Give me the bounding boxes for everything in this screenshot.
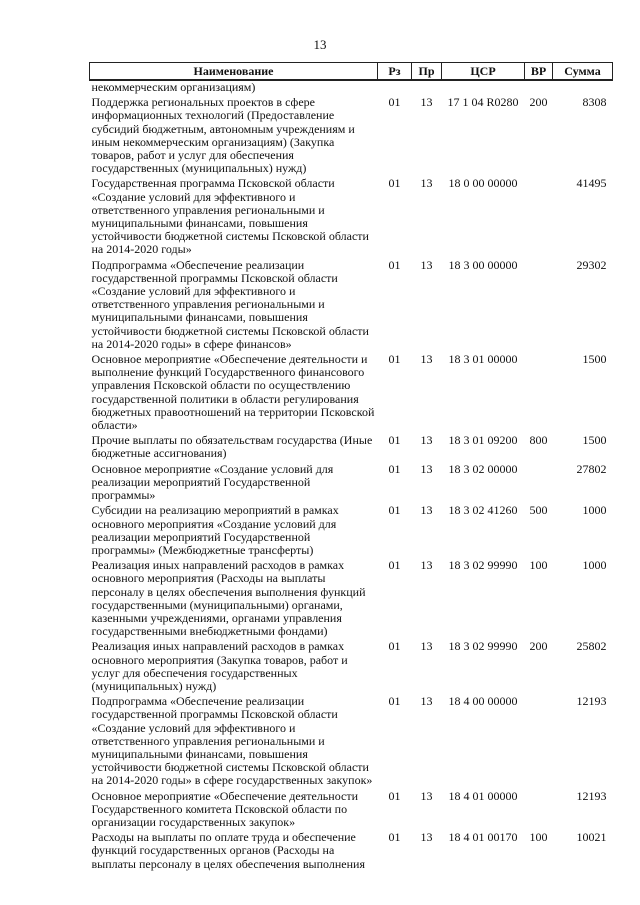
row-sum: 1500: [582, 433, 607, 448]
row-vr: [525, 461, 553, 503]
row-rz: 01: [388, 830, 401, 845]
page-number: 13: [313, 37, 327, 52]
row-csr: 18 4 01 00000: [448, 788, 518, 803]
row-csr: 18 0 00 00000: [448, 176, 518, 191]
row-pr: 13: [420, 558, 433, 573]
row-name: Государственная программа Псковской области «Создание условий для эффективного и ответственного управления региональными и муниципальными финансами, повышения устойчивости бюджетной системы Псковской области на 2014-2020 годы»: [91, 176, 369, 257]
row-rz: 01: [388, 461, 401, 476]
row-pr: 13: [420, 503, 433, 518]
table-row: [90, 829, 613, 871]
row-vr: [525, 80, 553, 94]
row-sum: 12193: [576, 694, 607, 709]
row-pr: 13: [420, 176, 433, 191]
row-pr: 13: [420, 639, 433, 654]
row-vr: [525, 175, 553, 256]
table-row: [90, 638, 613, 693]
row-name: Подпрограмма «Обеспечение реализации государственной программы Псковской области «Создание условий для эффективного и ответственного управления региональными и муниципальными финансами, повышения устойчивости бюджетной системы Псковской области на 2014-2020 годы» в сфере финансов»: [91, 257, 369, 351]
row-csr: [442, 80, 525, 94]
row-pr: [412, 80, 442, 94]
row-rz: 01: [388, 503, 401, 518]
row-name: Расходы на выплаты по оплате труда и обеспечение функций государственных органов (Расходы на выплаты персоналу в целях обеспечения выполнения: [91, 830, 365, 871]
row-sum: [553, 80, 613, 94]
row-rz: 01: [388, 558, 401, 573]
row-vr: 500: [529, 503, 548, 518]
row-rz: 01: [388, 694, 401, 709]
row-vr: [525, 351, 553, 432]
row-rz: 01: [388, 433, 401, 448]
row-rz: [378, 80, 412, 94]
header-pr: Пр: [412, 63, 442, 81]
table-row: [90, 94, 613, 175]
row-rz: 01: [388, 788, 401, 803]
row-name: Основное мероприятие «Обеспечение деятельности и выполнение функций Государственного финансового управления Псковской области по осуществлению государственной политики в области регулирования бюджетных правоотношений на территории Псковской области»: [91, 352, 375, 433]
row-sum: 1000: [582, 503, 607, 518]
row-rz: 01: [388, 352, 401, 367]
row-csr: 18 3 01 00000: [448, 352, 518, 367]
row-name: Основное мероприятие «Создание условий для реализации мероприятий Государственной программы»: [91, 461, 334, 503]
table-row: [90, 351, 613, 432]
header-rz: Рз: [378, 63, 412, 81]
row-csr: 18 3 02 99990: [448, 558, 518, 573]
table-row: [90, 80, 613, 94]
row-pr: 13: [420, 461, 433, 476]
row-csr: 18 3 01 09200: [448, 433, 518, 448]
row-csr: 18 3 02 00000: [448, 461, 518, 476]
row-sum: 8308: [582, 95, 607, 110]
row-sum: 10021: [576, 830, 607, 845]
row-name: Прочие выплаты по обязательствам государства (Иные бюджетные ассигнования): [91, 433, 373, 461]
table-header-row: [90, 63, 613, 81]
row-vr: 800: [529, 433, 548, 448]
table-row: [90, 257, 613, 351]
row-sum: 27802: [576, 461, 607, 476]
row-rz: 01: [388, 176, 401, 191]
table-row: [90, 461, 613, 503]
row-csr: 18 4 00 00000: [448, 694, 518, 709]
table-row: [90, 693, 613, 787]
row-name: Основное мероприятие «Обеспечение деятельности Государственного комитета Псковской области по организации государственных закупок»: [91, 788, 358, 829]
row-rz: 01: [388, 639, 401, 654]
header-csr: ЦСР: [442, 63, 525, 81]
table-row: [90, 788, 613, 830]
table-row: [90, 502, 613, 557]
row-sum: 29302: [576, 257, 607, 272]
row-name: Реализация иных направлений расходов в рамках основного мероприятия (Закупка товаров, работ и услуг для обеспечения государственных (муниципальных) нужд): [91, 639, 348, 693]
row-name: некоммерческим организациям): [91, 80, 256, 94]
row-vr: 200: [529, 639, 548, 654]
row-csr: 18 4 01 00170: [448, 830, 518, 845]
row-vr: [525, 693, 553, 787]
header-name: Наименование: [90, 63, 378, 81]
row-vr: [525, 788, 553, 830]
row-sum: 12193: [576, 788, 607, 803]
row-csr: 18 3 02 41260: [448, 503, 518, 518]
row-pr: 13: [420, 433, 433, 448]
header-vr: ВР: [525, 63, 553, 81]
row-rz: 01: [388, 95, 401, 110]
row-sum: 1500: [582, 352, 607, 367]
row-pr: 13: [420, 830, 433, 845]
row-rz: 01: [388, 257, 401, 272]
row-vr: 100: [529, 830, 548, 845]
row-csr: 18 3 02 99990: [448, 639, 518, 654]
budget-table: [89, 62, 613, 871]
table-row: [90, 175, 613, 256]
row-vr: [525, 257, 553, 351]
row-name: Реализация иных направлений расходов в рамках основного мероприятия (Расходы на выплаты персоналу в целях обеспечения выполнения функций государственными (муниципальными) органами, казенными учреждениями, органами управления государственными внебюджетными фондами): [91, 558, 366, 639]
table-row: [90, 432, 613, 460]
row-name: Подпрограмма «Обеспечение реализации государственной программы Псковской области «Создание условий для эффективного и ответственного управления региональными и муниципальными финансами, повышения устойчивости бюджетной системы Псковской области на 2014-2020 годы» в сфере государственных закупок»: [91, 694, 373, 788]
row-name: Субсидии на реализацию мероприятий в рамках основного мероприятия «Создание условий для реализации мероприятий Государственной программы» (Межбюджетные трансферты): [91, 503, 339, 557]
row-sum: 1000: [582, 558, 607, 573]
row-csr: 18 3 00 00000: [448, 257, 518, 272]
row-name: Поддержка региональных проектов в сфере информационных технологий (Предоставление субсидий бюджетным, автономным учреждениям и иным некоммерческим организациям) (Закупка товаров, работ и услуг для обеспечения государственных (муниципальных) нужд): [91, 95, 355, 176]
row-pr: 13: [420, 788, 433, 803]
table-row: [90, 557, 613, 638]
row-csr: 17 1 04 R0280: [447, 95, 519, 110]
row-pr: 13: [420, 352, 433, 367]
header-sum: Сумма: [553, 63, 613, 81]
row-pr: 13: [420, 694, 433, 709]
row-sum: 41495: [576, 176, 607, 191]
row-sum: 25802: [576, 639, 607, 654]
row-pr: 13: [420, 95, 433, 110]
row-vr: 100: [529, 558, 548, 573]
row-pr: 13: [420, 257, 433, 272]
row-vr: 200: [529, 95, 548, 110]
